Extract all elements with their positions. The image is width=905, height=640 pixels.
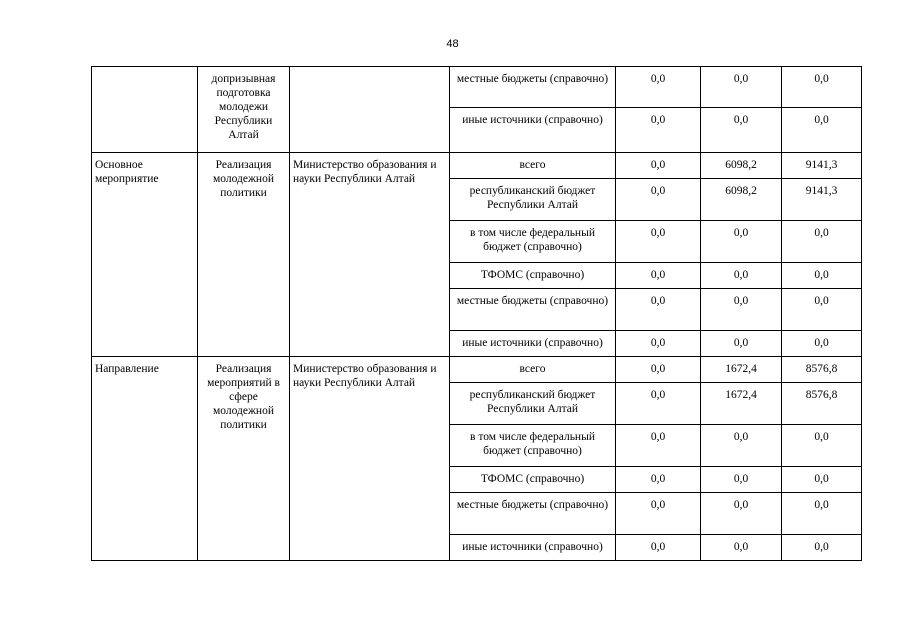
value-cell: 0,0 [616,289,701,331]
value-cell: 0,0 [616,179,701,221]
value-cell: 0,0 [616,331,701,357]
value-cell: 0,0 [616,357,701,383]
value-cell: 0,0 [782,221,862,263]
value-cell: 0,0 [701,67,782,108]
value-cell: 0,0 [782,263,862,289]
value-cell: 0,0 [616,108,701,153]
table-row [92,153,862,179]
budget-table [91,66,862,561]
funding-source-cell: в том числе федеральный бюджет (справочно) [450,221,616,263]
value-cell: 0,0 [701,331,782,357]
event-name-cell: Реализация молодежной политики [198,153,290,357]
value-cell: 0,0 [701,263,782,289]
value-cell: 0,0 [782,289,862,331]
funding-source-cell: в том числе федеральный бюджет (справочно) [450,425,616,467]
value-cell: 0,0 [701,221,782,263]
value-cell: 0,0 [782,493,862,535]
funding-source-cell: местные бюджеты (справочно) [450,493,616,535]
funding-source-cell: республиканский бюджет Республики Алтай [450,179,616,221]
value-cell: 8576,8 [782,357,862,383]
funding-source-cell: ТФОМС (справочно) [450,263,616,289]
event-name-cell: допризывная подготовка молодежи Республики Алтай [198,67,290,153]
value-cell: 0,0 [616,383,701,425]
value-cell: 0,0 [616,493,701,535]
value-cell: 9141,3 [782,179,862,221]
value-cell: 0,0 [616,535,701,561]
value-cell: 0,0 [701,493,782,535]
value-cell: 0,0 [782,535,862,561]
value-cell: 0,0 [701,535,782,561]
funding-source-cell: местные бюджеты (справочно) [450,289,616,331]
value-cell: 0,0 [616,221,701,263]
funding-source-cell: всего [450,153,616,179]
value-cell: 0,0 [616,67,701,108]
funding-source-cell: ТФОМС (справочно) [450,467,616,493]
event-type-cell [92,67,198,153]
table-row [92,357,862,383]
value-cell: 6098,2 [701,153,782,179]
value-cell: 0,0 [782,108,862,153]
executor-cell: Министерство образования и науки Республики Алтай [290,153,450,357]
value-cell: 0,0 [782,331,862,357]
value-cell: 0,0 [782,425,862,467]
funding-source-cell: местные бюджеты (справочно) [450,67,616,108]
executor-cell [290,67,450,153]
value-cell: 1672,4 [701,383,782,425]
funding-source-cell: иные источники (справочно) [450,535,616,561]
value-cell: 0,0 [782,467,862,493]
funding-source-cell: всего [450,357,616,383]
value-cell: 8576,8 [782,383,862,425]
value-cell: 0,0 [701,425,782,467]
value-cell: 0,0 [782,67,862,108]
page-number: 48 [446,38,459,50]
value-cell: 9141,3 [782,153,862,179]
value-cell: 0,0 [701,467,782,493]
value-cell: 0,0 [616,263,701,289]
event-type-cell: Направление [92,357,198,561]
value-cell: 6098,2 [701,179,782,221]
value-cell: 0,0 [701,289,782,331]
funding-source-cell: республиканский бюджет Республики Алтай [450,383,616,425]
executor-cell: Министерство образования и науки Республики Алтай [290,357,450,561]
value-cell: 0,0 [616,425,701,467]
value-cell: 0,0 [616,467,701,493]
event-name-cell: Реализация мероприятий в сфере молодежной политики [198,357,290,561]
value-cell: 0,0 [701,108,782,153]
funding-source-cell: иные источники (справочно) [450,108,616,153]
funding-source-cell: иные источники (справочно) [450,331,616,357]
event-type-cell: Основное мероприятие [92,153,198,357]
table-row [92,67,862,108]
value-cell: 1672,4 [701,357,782,383]
value-cell: 0,0 [616,153,701,179]
